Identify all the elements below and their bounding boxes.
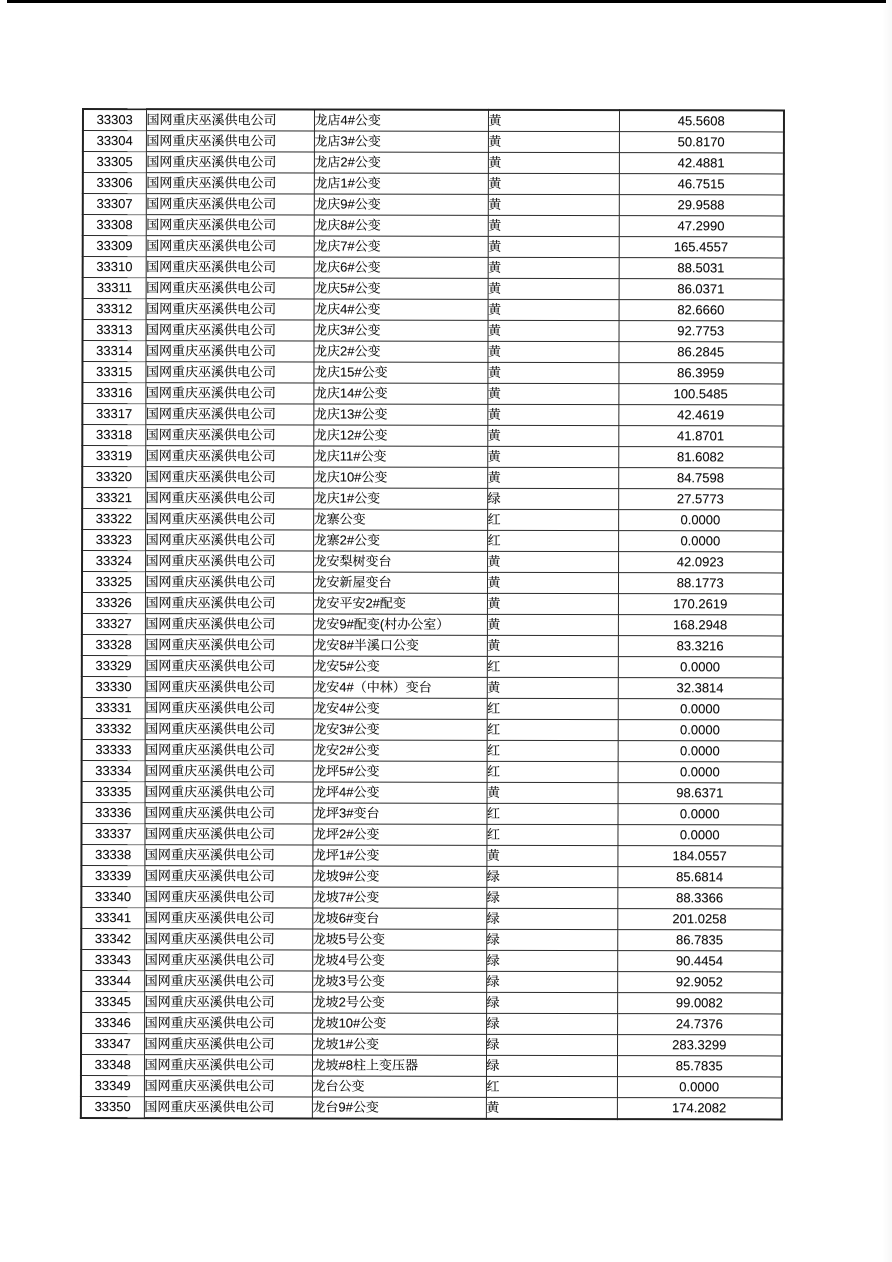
cell-status-color: 黄 [487, 551, 618, 572]
cell-station-name: 龙台9#公变 [312, 1097, 486, 1119]
cell-row-id: 33316 [82, 383, 145, 404]
cell-station-name: 龙庆8#公变 [314, 215, 488, 236]
cell-row-id: 33320 [82, 467, 145, 488]
cell-status-color: 黄 [488, 320, 619, 341]
cell-status-color: 黄 [487, 782, 618, 803]
cell-load-value: 0.0000 [618, 510, 783, 531]
table-row [82, 761, 783, 783]
cell-company-name: 国网重庆巫溪供电公司 [144, 908, 312, 929]
cell-load-value: 85.6814 [617, 867, 782, 888]
cell-status-color: 红 [486, 1076, 617, 1097]
cell-row-id: 33311 [83, 278, 146, 299]
cell-row-id: 33350 [81, 1096, 144, 1118]
cell-load-value: 88.1773 [618, 573, 783, 594]
cell-status-color: 黄 [488, 257, 619, 278]
cell-company-name: 国网重庆巫溪供电公司 [144, 1076, 312, 1097]
cell-status-color: 绿 [486, 1055, 617, 1076]
table-row [83, 215, 784, 237]
cell-load-value: 0.0000 [618, 657, 783, 678]
cell-load-value: 88.3366 [617, 888, 782, 909]
cell-status-color: 黄 [488, 173, 619, 194]
table-row [81, 1013, 782, 1035]
table-row [83, 152, 784, 174]
table-row [82, 530, 783, 552]
table-row [82, 509, 783, 531]
cell-row-id: 33347 [81, 1034, 144, 1055]
table-row [83, 299, 784, 321]
cell-status-color: 黄 [488, 215, 619, 236]
cell-row-id: 33305 [83, 152, 146, 173]
cell-station-name: 龙庆11#公变 [313, 446, 487, 467]
table-row [82, 425, 783, 447]
cell-status-color: 绿 [486, 1034, 617, 1055]
cell-station-name: 龙坪4#公变 [313, 782, 487, 803]
cell-row-id: 33319 [82, 446, 145, 467]
cell-company-name: 国网重庆巫溪供电公司 [144, 992, 312, 1013]
cell-row-id: 33313 [83, 320, 146, 341]
cell-company-name: 国网重庆巫溪供电公司 [145, 551, 313, 572]
cell-row-id: 33310 [83, 257, 146, 278]
cell-load-value: 84.7598 [618, 468, 783, 489]
cell-station-name: 龙庆12#公变 [313, 425, 487, 446]
cell-row-id: 33340 [81, 887, 144, 908]
cell-load-value: 90.4454 [617, 951, 782, 972]
cell-row-id: 33333 [82, 740, 145, 761]
cell-status-color: 红 [486, 824, 617, 845]
cell-station-name: 龙坡1#公变 [312, 1034, 486, 1055]
cell-row-id: 33314 [82, 341, 145, 362]
cell-status-color: 黄 [487, 341, 618, 362]
cell-load-value: 24.7376 [617, 1014, 782, 1035]
cell-company-name: 国网重庆巫溪供电公司 [144, 1097, 312, 1119]
cell-status-color: 黄 [487, 467, 618, 488]
cell-station-name: 龙坡2号公变 [312, 992, 486, 1013]
cell-row-id: 33337 [81, 824, 144, 845]
cell-station-name: 龙安梨树变台 [313, 551, 487, 572]
cell-status-color: 黄 [487, 404, 618, 425]
cell-status-color: 绿 [486, 887, 617, 908]
cell-load-value: 41.8701 [618, 426, 783, 447]
cell-company-name: 国网重庆巫溪供电公司 [145, 572, 313, 593]
cell-row-id: 33317 [82, 404, 145, 425]
cell-company-name: 国网重庆巫溪供电公司 [145, 488, 313, 509]
table-row [81, 1034, 782, 1056]
cell-status-color: 黄 [486, 1097, 617, 1119]
cell-status-color: 黄 [488, 110, 619, 132]
cell-status-color: 黄 [488, 299, 619, 320]
table-row [81, 1076, 782, 1098]
cell-load-value: 174.2082 [617, 1098, 782, 1120]
cell-row-id: 33329 [82, 656, 145, 677]
cell-company-name: 国网重庆巫溪供电公司 [144, 824, 312, 845]
cell-company-name: 国网重庆巫溪供电公司 [145, 740, 313, 761]
cell-company-name: 国网重庆巫溪供电公司 [144, 950, 312, 971]
table-row [81, 971, 782, 993]
cell-load-value: 86.2845 [618, 342, 783, 363]
cell-row-id: 33315 [82, 362, 145, 383]
cell-station-name: 龙寨2#公变 [313, 530, 487, 551]
cell-row-id: 33331 [82, 698, 145, 719]
cell-row-id: 33330 [82, 677, 145, 698]
cell-company-name: 国网重庆巫溪供电公司 [145, 677, 313, 698]
table-body [81, 109, 784, 1119]
table-row [82, 719, 783, 741]
table-row [82, 362, 783, 384]
table-row [83, 109, 784, 132]
cell-row-id: 33349 [81, 1076, 144, 1097]
cell-station-name: 龙庆1#公变 [313, 488, 487, 509]
cell-station-name: 龙庆10#公变 [313, 467, 487, 488]
cell-company-name: 国网重庆巫溪供电公司 [144, 845, 312, 866]
cell-company-name: 国网重庆巫溪供电公司 [144, 1013, 312, 1034]
cell-status-color: 黄 [488, 236, 619, 257]
cell-row-id: 33345 [81, 992, 144, 1013]
cell-company-name: 国网重庆巫溪供电公司 [146, 320, 314, 341]
cell-load-value: 42.0923 [618, 552, 783, 573]
table-row [82, 383, 783, 405]
cell-company-name: 国网重庆巫溪供电公司 [144, 971, 312, 992]
cell-station-name: 龙坪2#公变 [312, 824, 486, 845]
cell-row-id: 33321 [82, 488, 145, 509]
cell-company-name: 国网重庆巫溪供电公司 [145, 698, 313, 719]
cell-station-name: 龙庆6#公变 [314, 257, 488, 278]
cell-load-value: 0.0000 [618, 531, 783, 552]
table-row [81, 845, 782, 867]
cell-row-id: 33342 [81, 929, 144, 950]
cell-load-value: 86.7835 [617, 930, 782, 951]
cell-status-color: 红 [487, 740, 618, 761]
table-row [81, 908, 782, 930]
cell-load-value: 86.3959 [618, 363, 783, 384]
table-row [81, 929, 782, 951]
cell-station-name: 龙安平安2#配变 [313, 593, 487, 614]
table-row [82, 677, 783, 699]
cell-station-name: 龙安3#公变 [313, 719, 487, 740]
cell-status-color: 黄 [487, 635, 618, 656]
cell-station-name: 龙店4#公变 [314, 109, 488, 131]
cell-status-color: 红 [487, 698, 618, 719]
cell-company-name: 国网重庆巫溪供电公司 [145, 530, 313, 551]
cell-station-name: 龙坡6#变台 [312, 908, 486, 929]
cell-station-name: 龙庆3#公变 [314, 320, 488, 341]
cell-status-color: 黄 [487, 383, 618, 404]
cell-station-name: 龙庆2#公变 [313, 341, 487, 362]
cell-company-name: 国网重庆巫溪供电公司 [146, 278, 314, 299]
cell-status-color: 绿 [486, 1013, 617, 1034]
table-row [81, 866, 782, 888]
table-row [82, 551, 783, 573]
cell-status-color: 红 [487, 530, 618, 551]
cell-status-color: 黄 [487, 677, 618, 698]
cell-load-value: 170.2619 [618, 594, 783, 615]
table-container [80, 108, 785, 1120]
table-row [83, 257, 784, 279]
cell-status-color: 绿 [486, 992, 617, 1013]
table-row [82, 740, 783, 762]
table-row [82, 341, 783, 363]
cell-station-name: 龙安4#（中林）变台 [313, 677, 487, 698]
table-row [82, 782, 783, 804]
cell-row-id: 33307 [83, 194, 146, 215]
cell-status-color: 绿 [486, 908, 617, 929]
cell-load-value: 0.0000 [618, 720, 783, 741]
cell-load-value: 0.0000 [617, 1077, 782, 1098]
cell-company-name: 国网重庆巫溪供电公司 [145, 362, 313, 383]
cell-row-id: 33309 [83, 236, 146, 257]
cell-load-value: 45.5608 [619, 110, 784, 132]
table-row [83, 236, 784, 258]
cell-company-name: 国网重庆巫溪供电公司 [146, 215, 314, 236]
cell-row-id: 33324 [82, 551, 145, 572]
table-row [81, 824, 782, 846]
cell-station-name: 龙安新屋变台 [313, 572, 487, 593]
cell-station-name: 龙庆9#公变 [314, 194, 488, 215]
cell-status-color: 红 [487, 761, 618, 782]
table-row [82, 593, 783, 615]
cell-row-id: 33304 [83, 131, 146, 152]
cell-station-name: 龙庆13#公变 [313, 404, 487, 425]
cell-company-name: 国网重庆巫溪供电公司 [145, 761, 313, 782]
table-row [83, 194, 784, 216]
cell-load-value: 184.0557 [617, 846, 782, 867]
cell-load-value: 82.6660 [619, 300, 784, 321]
cell-station-name: 龙坡#8柱上变压器 [312, 1055, 486, 1076]
cell-status-color: 黄 [488, 194, 619, 215]
table-row [82, 803, 783, 825]
cell-company-name: 国网重庆巫溪供电公司 [144, 929, 312, 950]
cell-company-name: 国网重庆巫溪供电公司 [146, 109, 314, 131]
cell-load-value: 29.9588 [619, 195, 784, 216]
cell-station-name: 龙庆5#公变 [314, 278, 488, 299]
table-row [81, 1055, 782, 1077]
cell-load-value: 83.3216 [618, 636, 783, 657]
table-row [81, 887, 782, 909]
cell-load-value: 86.0371 [619, 279, 784, 300]
cell-load-value: 98.6371 [618, 783, 783, 804]
cell-load-value: 81.6082 [618, 447, 783, 468]
table-row [83, 278, 784, 300]
cell-status-color: 黄 [487, 425, 618, 446]
cell-row-id: 33336 [82, 803, 145, 824]
cell-company-name: 国网重庆巫溪供电公司 [144, 887, 312, 908]
table-row [82, 698, 783, 720]
cell-row-id: 33338 [81, 845, 144, 866]
cell-company-name: 国网重庆巫溪供电公司 [146, 236, 314, 257]
cell-load-value: 283.3299 [617, 1035, 782, 1056]
cell-company-name: 国网重庆巫溪供电公司 [144, 866, 312, 887]
cell-row-id: 33344 [81, 971, 144, 992]
cell-company-name: 国网重庆巫溪供电公司 [145, 635, 313, 656]
cell-company-name: 国网重庆巫溪供电公司 [145, 404, 313, 425]
cell-station-name: 龙庆4#公变 [314, 299, 488, 320]
cell-load-value: 165.4557 [619, 237, 784, 258]
cell-load-value: 50.8170 [619, 132, 784, 153]
cell-row-id: 33303 [83, 109, 146, 131]
cell-status-color: 红 [487, 509, 618, 530]
cell-company-name: 国网重庆巫溪供电公司 [146, 173, 314, 194]
cell-station-name: 龙坡5号公变 [312, 929, 486, 950]
cell-status-color: 绿 [486, 929, 617, 950]
cell-row-id: 33335 [82, 782, 145, 803]
cell-station-name: 龙安9#配变(村办公室） [313, 614, 487, 635]
cell-station-name: 龙坡4号公变 [312, 950, 486, 971]
table-row [83, 173, 784, 195]
cell-company-name: 国网重庆巫溪供电公司 [145, 467, 313, 488]
cell-row-id: 33328 [82, 635, 145, 656]
cell-company-name: 国网重庆巫溪供电公司 [145, 509, 313, 530]
cell-load-value: 201.0258 [617, 909, 782, 930]
cell-status-color: 红 [487, 803, 618, 824]
table-row [82, 404, 783, 426]
cell-company-name: 国网重庆巫溪供电公司 [146, 131, 314, 152]
cell-station-name: 龙坡9#公变 [312, 866, 486, 887]
scanner-artifact-line [7, 0, 886, 3]
cell-company-name: 国网重庆巫溪供电公司 [144, 1034, 312, 1055]
table-row [81, 1096, 782, 1119]
cell-station-name: 龙店3#公变 [314, 131, 488, 152]
cell-load-value: 0.0000 [618, 741, 783, 762]
cell-status-color: 黄 [487, 614, 618, 635]
cell-company-name: 国网重庆巫溪供电公司 [145, 656, 313, 677]
table-row [83, 320, 784, 342]
cell-row-id: 33318 [82, 425, 145, 446]
cell-row-id: 33327 [82, 614, 145, 635]
cell-station-name: 龙坡7#公变 [312, 887, 486, 908]
cell-status-color: 黄 [488, 278, 619, 299]
cell-company-name: 国网重庆巫溪供电公司 [145, 803, 313, 824]
cell-station-name: 龙坪3#变台 [313, 803, 487, 824]
cell-load-value: 88.5031 [619, 258, 784, 279]
cell-row-id: 33346 [81, 1013, 144, 1034]
table-row [83, 131, 784, 153]
cell-station-name: 龙庆7#公变 [314, 236, 488, 257]
cell-row-id: 33323 [82, 530, 145, 551]
cell-company-name: 国网重庆巫溪供电公司 [145, 446, 313, 467]
cell-station-name: 龙店2#公变 [314, 152, 488, 173]
cell-station-name: 龙庆14#公变 [313, 383, 487, 404]
cell-station-name: 龙店1#公变 [314, 173, 488, 194]
cell-row-id: 33308 [83, 215, 146, 236]
cell-load-value: 100.5485 [618, 384, 783, 405]
table-row [82, 467, 783, 489]
cell-load-value: 32.3814 [618, 678, 783, 699]
cell-row-id: 33312 [83, 299, 146, 320]
cell-company-name: 国网重庆巫溪供电公司 [146, 299, 314, 320]
table-row [82, 635, 783, 657]
cell-status-color: 黄 [487, 446, 618, 467]
cell-status-color: 黄 [488, 152, 619, 173]
cell-row-id: 33343 [81, 950, 144, 971]
table-row [82, 656, 783, 678]
cell-row-id: 33341 [81, 908, 144, 929]
cell-company-name: 国网重庆巫溪供电公司 [144, 1055, 312, 1076]
cell-station-name: 龙安8#半溪口公变 [313, 635, 487, 656]
cell-load-value: 46.7515 [619, 174, 784, 195]
cell-row-id: 33348 [81, 1055, 144, 1076]
cell-status-color: 黄 [486, 845, 617, 866]
cell-station-name: 龙坪1#公变 [312, 845, 486, 866]
cell-status-color: 黄 [487, 362, 618, 383]
cell-company-name: 国网重庆巫溪供电公司 [145, 425, 313, 446]
transformer-load-table [80, 108, 785, 1120]
cell-status-color: 绿 [487, 488, 618, 509]
table-row [81, 950, 782, 972]
table-row [82, 488, 783, 510]
cell-load-value: 92.9052 [617, 972, 782, 993]
cell-company-name: 国网重庆巫溪供电公司 [145, 383, 313, 404]
cell-load-value: 0.0000 [618, 804, 783, 825]
table-row [81, 992, 782, 1014]
cell-station-name: 龙寨公变 [313, 509, 487, 530]
cell-status-color: 绿 [486, 971, 617, 992]
cell-company-name: 国网重庆巫溪供电公司 [145, 719, 313, 740]
cell-status-color: 绿 [486, 950, 617, 971]
cell-station-name: 龙坡3号公变 [312, 971, 486, 992]
cell-company-name: 国网重庆巫溪供电公司 [146, 194, 314, 215]
cell-status-color: 黄 [488, 131, 619, 152]
cell-row-id: 33325 [82, 572, 145, 593]
cell-row-id: 33326 [82, 593, 145, 614]
cell-company-name: 国网重庆巫溪供电公司 [145, 614, 313, 635]
cell-row-id: 33334 [82, 761, 145, 782]
cell-station-name: 龙庆15#公变 [313, 362, 487, 383]
cell-load-value: 27.5773 [618, 489, 783, 510]
table-row [82, 614, 783, 636]
cell-company-name: 国网重庆巫溪供电公司 [145, 593, 313, 614]
cell-company-name: 国网重庆巫溪供电公司 [146, 257, 314, 278]
cell-row-id: 33339 [81, 866, 144, 887]
table-row [82, 446, 783, 468]
cell-station-name: 龙安5#公变 [313, 656, 487, 677]
cell-load-value: 42.4619 [618, 405, 783, 426]
cell-load-value: 42.4881 [619, 153, 784, 174]
cell-load-value: 85.7835 [617, 1056, 782, 1077]
cell-station-name: 龙坡10#公变 [312, 1013, 486, 1034]
cell-load-value: 0.0000 [618, 699, 783, 720]
table-row [82, 572, 783, 594]
cell-station-name: 龙坪5#公变 [313, 761, 487, 782]
cell-status-color: 黄 [487, 572, 618, 593]
cell-load-value: 0.0000 [617, 825, 782, 846]
cell-station-name: 龙安2#公变 [313, 740, 487, 761]
cell-load-value: 47.2990 [619, 216, 784, 237]
cell-load-value: 99.0082 [617, 993, 782, 1014]
cell-status-color: 红 [487, 719, 618, 740]
cell-status-color: 红 [487, 656, 618, 677]
cell-company-name: 国网重庆巫溪供电公司 [146, 152, 314, 173]
cell-company-name: 国网重庆巫溪供电公司 [145, 782, 313, 803]
cell-row-id: 33306 [83, 173, 146, 194]
cell-station-name: 龙台公变 [312, 1076, 486, 1097]
cell-company-name: 国网重庆巫溪供电公司 [145, 341, 313, 362]
cell-status-color: 黄 [487, 593, 618, 614]
cell-station-name: 龙安4#公变 [313, 698, 487, 719]
cell-load-value: 168.2948 [618, 615, 783, 636]
cell-load-value: 0.0000 [618, 762, 783, 783]
cell-row-id: 33332 [82, 719, 145, 740]
cell-row-id: 33322 [82, 509, 145, 530]
cell-load-value: 92.7753 [619, 321, 784, 342]
cell-status-color: 绿 [486, 866, 617, 887]
